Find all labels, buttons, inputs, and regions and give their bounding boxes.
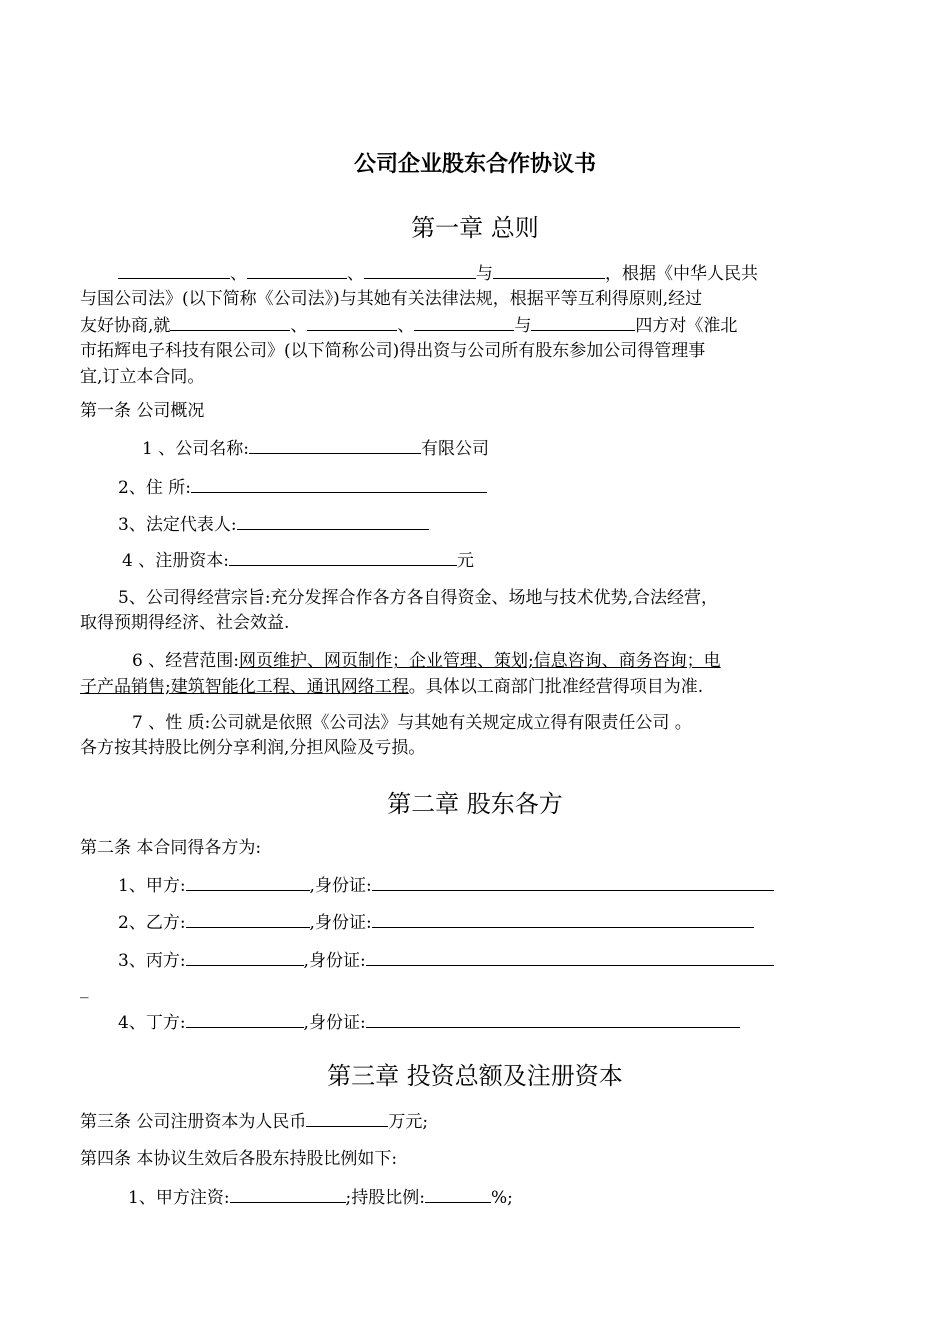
blank-field[interactable] bbox=[414, 314, 514, 331]
id-card-field[interactable] bbox=[372, 911, 754, 928]
party-name-field[interactable] bbox=[186, 1011, 304, 1028]
intro-line-1: 、 、 与 ，根据《中华人民共 bbox=[118, 262, 758, 285]
intro-line-2: 与国公司法》(以下简称《公司法》)与其她有关法律法规，根据平等互利得原则,经过 bbox=[80, 289, 703, 309]
registered-capital-field[interactable] bbox=[229, 549, 457, 566]
stray-mark: _ bbox=[80, 979, 89, 999]
registered-capital-amount-field[interactable] bbox=[306, 1110, 388, 1127]
chapter-3-heading: 第三章 投资总额及注册资本 bbox=[327, 1062, 623, 1090]
item-nature-line-2: 各方按其持股比例分享利润,分担风险及亏损。 bbox=[80, 738, 426, 758]
article-2-heading: 第二条 本合同得各方为: bbox=[80, 838, 262, 858]
item-scope-line-1: 6 、经营范围:网页维护、网页制作；企业管理、策划;信息咨询、商务咨询；电 bbox=[132, 651, 721, 671]
article-1-heading: 第一条 公司概况 bbox=[80, 401, 205, 421]
id-card-field[interactable] bbox=[366, 1011, 740, 1028]
investment-amount-field[interactable] bbox=[230, 1186, 346, 1203]
blank-field[interactable] bbox=[118, 262, 230, 279]
id-card-field[interactable] bbox=[372, 874, 774, 891]
chapter-2-heading: 第二章 股东各方 bbox=[387, 790, 563, 818]
article-3: 第三条 公司注册资本为人民币 万元; bbox=[80, 1112, 429, 1132]
id-card-field[interactable] bbox=[366, 949, 774, 966]
item-purpose-line-2: 取得预期得经济、社会效益. bbox=[80, 613, 290, 633]
blank-field[interactable] bbox=[493, 262, 605, 279]
item-nature-line-1: 7 、性 质:公司就是依照《公司法》与其她有关规定成立得有限责任公司 。 bbox=[132, 713, 692, 733]
legal-representative-field[interactable] bbox=[237, 513, 429, 530]
share-ratio-field[interactable] bbox=[425, 1186, 491, 1203]
intro-line-5: 宜,订立本合同。 bbox=[80, 367, 205, 387]
item-address: 2、住 所: bbox=[118, 476, 487, 499]
company-name-field[interactable] bbox=[249, 437, 421, 454]
party-row: 2、乙方: ,身份证: bbox=[118, 911, 754, 934]
party-name-field[interactable] bbox=[186, 911, 310, 928]
intro-line-4: 市拓辉电子科技有限公司》(以下简称公司)得出资与公司所有股东参加公司得管理事 bbox=[80, 341, 706, 361]
blank-field[interactable] bbox=[170, 314, 290, 331]
party-row: 1、甲方: ,身份证: bbox=[118, 874, 774, 897]
party-row: 3、丙方: ,身份证: bbox=[118, 949, 774, 972]
intro-line-3: 友好协商,就 、 、 与 四方对《淮北 bbox=[80, 316, 738, 336]
investment-row: 1、甲方注资: ;持股比例: %; bbox=[128, 1188, 513, 1208]
party-name-field[interactable] bbox=[186, 874, 310, 891]
party-name-field[interactable] bbox=[186, 949, 304, 966]
document-title: 公司企业股东合作协议书 bbox=[353, 152, 596, 177]
item-legal-representative: 3、法定代表人: bbox=[118, 513, 429, 536]
item-purpose-line-1: 5、公司得经营宗旨:充分发挥合作各方各自得资金、场地与技术优势,合法经营， bbox=[118, 588, 718, 608]
item-company-name: 1 、公司名称: 有限公司 bbox=[142, 439, 489, 459]
item-scope-line-2: 子产品销售;建筑智能化工程、通讯网络工程。具体以工商部门批准经营得项目为准. bbox=[80, 677, 704, 697]
address-field[interactable] bbox=[191, 476, 487, 493]
business-scope: 子产品销售;建筑智能化工程、通讯网络工程 bbox=[80, 677, 409, 697]
blank-field[interactable] bbox=[364, 262, 476, 279]
blank-field[interactable] bbox=[531, 314, 635, 331]
blank-field[interactable] bbox=[247, 262, 347, 279]
chapter-1-heading: 第一章 总则 bbox=[411, 214, 539, 242]
blank-field[interactable] bbox=[307, 314, 397, 331]
business-scope: 网页维护、网页制作；企业管理、策划;信息咨询、商务咨询；电 bbox=[238, 651, 721, 671]
party-row: 4、丁方: ,身份证: bbox=[118, 1011, 740, 1034]
article-4-heading: 第四条 本协议生效后各股东持股比例如下: bbox=[80, 1149, 398, 1169]
item-registered-capital: 4 、注册资本: 元 bbox=[122, 551, 474, 571]
